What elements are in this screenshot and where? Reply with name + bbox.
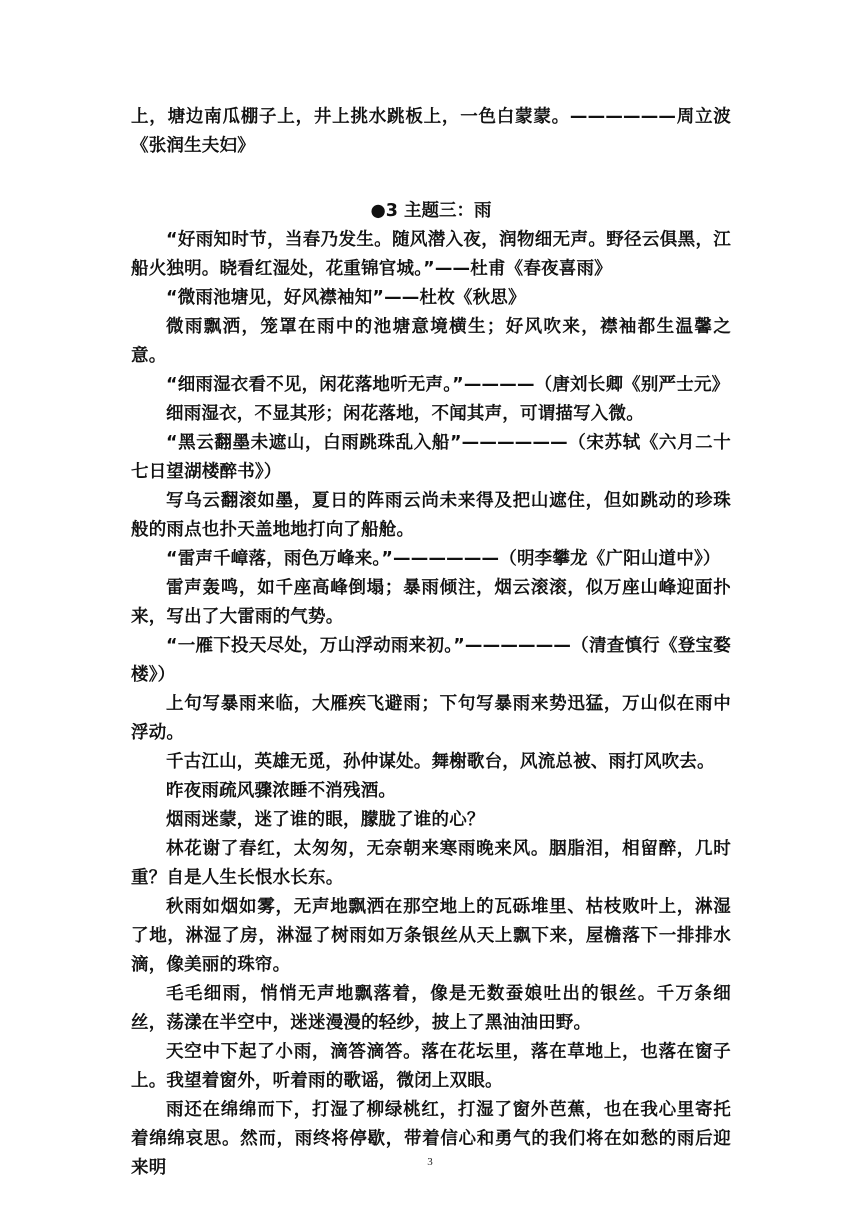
paragraph: 林花谢了春红，太匆匆，无奈朝来寒雨晚来风。胭脂泪，相留醉，几时重？自是人生长恨水长东。 bbox=[131, 839, 731, 888]
paragraph: 写乌云翻滚如墨，夏日的阵雨云尚未来得及把山遮住，但如跳动的珍珠般的雨点也扑天盖地地打向了船舱。 bbox=[131, 491, 731, 540]
paragraph: “细雨湿衣看不见，闲花落地听无声。”————（唐刘长卿《别严士元》 bbox=[166, 375, 730, 395]
intro-continuation: 上，塘边南瓜棚子上，井上挑水跳板上，一色白蒙蒙。——————周立波《张润生夫妇》 bbox=[131, 107, 731, 156]
paragraph: 雷声轰鸣，如千座高峰倒塌；暴雨倾注，烟云滚滚，似万座山峰迎面扑来，写出了大雷雨的气势。 bbox=[131, 578, 731, 627]
paragraph: 千古江山，英雄无觅，孙仲谋处。舞榭歌台，风流总被、雨打风吹去。 bbox=[166, 752, 715, 772]
paragraph: “黑云翻墨未遮山，白雨跳珠乱入船”——————（宋苏轼《六月二十七日望湖楼醉书》） bbox=[131, 433, 731, 482]
paragraph: “雷声千嶂落，雨色万峰来。”——————（明李攀龙《广阳山道中》） bbox=[166, 549, 721, 569]
paragraph: 天空中下起了小雨，滴答滴答。落在花坛里，落在草地上，也落在窗子上。我望着窗外，听着雨的歌谣，微闭上双眼。 bbox=[131, 1042, 731, 1091]
paragraph: 昨夜雨疏风骤浓睡不消残酒。 bbox=[166, 781, 397, 801]
page-number: 3 bbox=[427, 1156, 433, 1168]
paragraph: “微雨池塘见，好风襟袖知”——杜枚《秋思》 bbox=[166, 288, 526, 308]
section-heading: ●3 主题三：雨 bbox=[370, 201, 492, 221]
paragraph: 上句写暴雨来临，大雁疾飞避雨；下句写暴雨来势迅猛，万山似在雨中浮动。 bbox=[131, 694, 731, 743]
paragraph: “好雨知时节，当春乃发生。随风潜入夜，润物细无声。野径云俱黑，江船火独明。晓看红湿处，花重锦官城。”——杜甫《春夜喜雨》 bbox=[131, 230, 731, 279]
paragraph: 秋雨如烟如雾，无声地飘洒在那空地上的瓦砾堆里、枯枝败叶上，淋湿了地，淋湿了房，淋湿了树雨如万条银丝从天上飘下来，屋檐落下一排排水滴，像美丽的珠帘。 bbox=[131, 897, 731, 975]
paragraph: 细雨湿衣，不显其形；闲花落地，不闻其声，可谓描写入微。 bbox=[166, 404, 644, 424]
paragraph: 毛毛细雨，悄悄无声地飘落着，像是无数蚕娘吐出的银丝。千万条细丝，荡漾在半空中，迷迷漫漫的轻纱，披上了黑油油田野。 bbox=[131, 984, 731, 1033]
document-page bbox=[131, 103, 731, 1183]
paragraph: 雨还在绵绵而下，打湿了柳绿桃红，打湿了窗外芭蕉，也在我心里寄托着绵绵哀思。然而，雨终将停歇，带着信心和勇气的我们将在如愁的雨后迎来明 bbox=[131, 1100, 731, 1178]
paragraph: 微雨飘洒，笼罩在雨中的池塘意境横生；好风吹来，襟袖都生温馨之意。 bbox=[131, 317, 731, 366]
spacer bbox=[131, 161, 731, 190]
paragraph: 烟雨迷蒙，迷了谁的眼，朦胧了谁的心？ bbox=[166, 810, 485, 830]
paragraph: “一雁下投天尽处，万山浮动雨来初。”——————（清查慎行《登宝婺楼》） bbox=[131, 636, 731, 685]
